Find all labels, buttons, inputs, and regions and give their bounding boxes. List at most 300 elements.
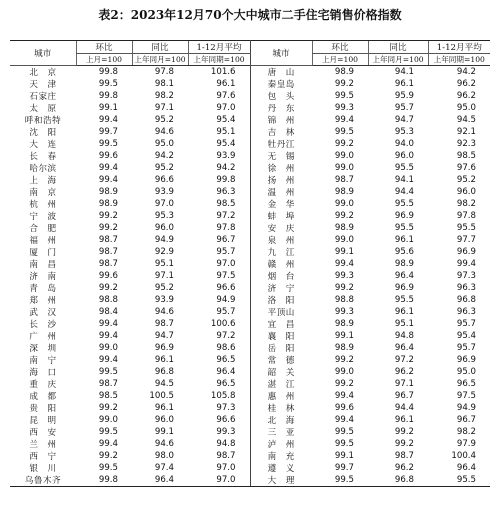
city-name-right: 牡丹江 <box>267 140 295 150</box>
yoy-value-right: 96.2 <box>394 463 414 473</box>
city-name-left: 济 南 <box>29 272 57 282</box>
mom-value-right: 99.1 <box>334 451 354 461</box>
header-ytd-right: 1-12月平均 <box>428 41 490 54</box>
ytd-value-left: 97.2 <box>188 330 250 342</box>
table-row <box>10 174 490 186</box>
yoy-value-left: 95.2 <box>154 283 174 293</box>
table-row <box>10 390 490 402</box>
ytd-value-right: 97.9 <box>456 439 476 449</box>
ytd-value-left: 96.6 <box>188 414 250 426</box>
ytd-value-right: 92.3 <box>456 139 476 149</box>
ytd-value-left: 105.8 <box>188 390 250 402</box>
ytd-value-left: 96.5 <box>188 354 250 366</box>
ytd-value-left: 99.8 <box>188 174 250 186</box>
mom-value-right: 98.9 <box>334 319 354 329</box>
city-name-right: 包 头 <box>267 92 295 102</box>
city-name-left: 青 岛 <box>29 284 57 294</box>
header-yoy-left: 同比 <box>132 41 188 54</box>
city-name-right: 南 充 <box>267 452 295 462</box>
city-name-left: 宁 波 <box>29 212 57 222</box>
city-name-right: 三 亚 <box>267 428 295 438</box>
yoy-value-right: 95.1 <box>394 319 414 329</box>
table-body <box>10 66 490 487</box>
ytd-value-left: 101.6 <box>188 66 250 79</box>
mom-value-right: 99.3 <box>334 307 354 317</box>
yoy-value-left: 98.7 <box>154 319 174 329</box>
mom-value-left: 99.4 <box>98 115 118 125</box>
mom-value-right: 99.2 <box>334 355 354 365</box>
table-row <box>10 246 490 258</box>
yoy-value-right: 96.2 <box>394 367 414 377</box>
city-name-left: 石家庄 <box>29 92 57 102</box>
ytd-value-right: 96.9 <box>456 247 476 257</box>
table-row <box>10 306 490 318</box>
city-name-left: 上 海 <box>29 176 57 186</box>
mom-value-left: 99.7 <box>98 127 118 137</box>
mom-value-left: 99.4 <box>98 319 118 329</box>
yoy-value-left: 94.5 <box>154 379 174 389</box>
ytd-value-left: 100.6 <box>188 318 250 330</box>
table-row <box>10 294 490 306</box>
table-row <box>10 126 490 138</box>
table-row <box>10 198 490 210</box>
yoy-value-left: 96.4 <box>132 474 188 487</box>
mom-value-left: 98.7 <box>98 379 118 389</box>
mom-value-left: 98.7 <box>98 247 118 257</box>
ytd-value-left: 97.0 <box>188 462 250 474</box>
mom-value-left: 99.2 <box>98 223 118 233</box>
city-name-left: 合 肥 <box>29 224 57 234</box>
table-row <box>10 330 490 342</box>
city-name-right: 徐 州 <box>267 164 295 174</box>
city-name-left: 海 口 <box>29 368 57 378</box>
city-name-right: 襄 阳 <box>267 332 295 342</box>
ytd-value-left: 95.7 <box>188 306 250 318</box>
city-name-right: 遵 义 <box>267 464 295 474</box>
mom-value-right: 99.5 <box>334 127 354 137</box>
mom-value-right: 99.0 <box>334 151 354 161</box>
yoy-value-right: 98.7 <box>394 451 414 461</box>
city-name-left: 长 沙 <box>29 320 57 330</box>
header-city-right: 城市 <box>250 41 312 66</box>
city-name-right: 吉 林 <box>267 128 295 138</box>
city-name-left: 广 州 <box>29 332 57 342</box>
header-ytd-left: 1-12月平均 <box>188 41 250 54</box>
yoy-value-left: 95.2 <box>154 115 174 125</box>
mom-value-left: 99.5 <box>98 367 118 377</box>
yoy-value-right: 96.1 <box>394 415 414 425</box>
mom-value-left: 98.9 <box>98 187 118 197</box>
table-title: 表2：2023年12月70个大中城市二手住宅销售价格指数 <box>98 8 402 22</box>
city-name-right: 无 锡 <box>267 152 295 162</box>
city-name-left: 南 京 <box>29 188 57 198</box>
city-name-right: 大 理 <box>250 474 312 487</box>
yoy-value-left: 98.2 <box>154 91 174 101</box>
city-name-left: 昆 明 <box>29 416 57 426</box>
ytd-value-left: 95.1 <box>188 126 250 138</box>
ytd-value-right: 100.4 <box>451 451 476 461</box>
table-row <box>10 150 490 162</box>
city-name-right: 韶 关 <box>267 368 295 378</box>
mom-value-right: 99.3 <box>334 103 354 113</box>
mom-value-right: 99.1 <box>334 331 354 341</box>
mom-value-left: 98.5 <box>98 391 118 401</box>
ytd-value-right: 98.2 <box>456 427 476 437</box>
table-row <box>10 402 490 414</box>
yoy-value-left: 96.6 <box>154 175 174 185</box>
ytd-value-left: 94.8 <box>188 438 250 450</box>
mom-value-left: 98.8 <box>98 295 118 305</box>
mom-value-right: 98.9 <box>334 223 354 233</box>
ytd-value-right: 95.5 <box>456 223 476 233</box>
yoy-value-left: 93.9 <box>154 187 174 197</box>
yoy-value-right: 94.0 <box>394 139 414 149</box>
yoy-value-right: 96.7 <box>394 391 414 401</box>
ytd-value-right: 97.5 <box>456 391 476 401</box>
city-name-left: 深 圳 <box>29 344 57 354</box>
ytd-value-left: 96.7 <box>188 234 250 246</box>
ytd-value-right: 95.2 <box>456 175 476 185</box>
yoy-value-left: 97.8 <box>154 67 174 77</box>
mom-value-right: 99.1 <box>334 247 354 257</box>
ytd-value-left: 98.5 <box>188 198 250 210</box>
city-name-right: 洛 阳 <box>267 296 295 306</box>
yoy-value-right: 98.9 <box>394 259 414 269</box>
mom-value-left: 99.4 <box>98 439 118 449</box>
ytd-value-right: 95.4 <box>456 331 476 341</box>
yoy-value-left: 99.1 <box>154 427 174 437</box>
mom-value-right: 99.2 <box>334 379 354 389</box>
city-name-left: 西 宁 <box>29 452 57 462</box>
city-name-left: 福 州 <box>29 236 57 246</box>
yoy-value-left: 98.1 <box>154 79 174 89</box>
city-name-left: 银 川 <box>29 464 57 474</box>
yoy-value-left: 95.3 <box>154 211 174 221</box>
yoy-value-right: 95.5 <box>394 199 414 209</box>
header-mom-right: 环比 <box>312 41 368 54</box>
ytd-value-right: 96.2 <box>456 79 476 89</box>
mom-value-right: 98.7 <box>334 175 354 185</box>
mom-value-right: 99.4 <box>334 259 354 269</box>
ytd-value-left: 95.7 <box>188 246 250 258</box>
table-row <box>10 414 490 426</box>
yoy-value-right: 95.9 <box>394 91 414 101</box>
city-name-left: 贵 阳 <box>29 404 57 414</box>
yoy-value-right: 97.1 <box>394 379 414 389</box>
mom-value-right: 99.2 <box>334 211 354 221</box>
mom-value-right: 99.7 <box>334 463 354 473</box>
ytd-value-right: 95.0 <box>456 367 476 377</box>
city-name-left: 郑 州 <box>29 296 57 306</box>
yoy-value-right: 96.0 <box>394 151 414 161</box>
header-city-left: 城市 <box>10 41 76 66</box>
ytd-value-left: 95.4 <box>188 138 250 150</box>
mom-value-left: 99.2 <box>98 283 118 293</box>
ytd-value-left: 97.5 <box>188 270 250 282</box>
table-row <box>10 342 490 354</box>
city-name-right: 烟 台 <box>267 272 295 282</box>
ytd-value-left: 97.0 <box>188 474 250 487</box>
mom-value-right: 99.0 <box>334 235 354 245</box>
table-row <box>10 66 490 79</box>
table-row <box>10 474 490 487</box>
city-name-right: 秦皇岛 <box>267 80 295 90</box>
table-row <box>10 210 490 222</box>
header-mom-base-left: 上月=100 <box>76 54 132 66</box>
city-name-right: 桂 林 <box>267 404 295 414</box>
yoy-value-right: 96.1 <box>394 235 414 245</box>
yoy-value-left: 96.1 <box>154 355 174 365</box>
price-index-table <box>10 40 490 487</box>
ytd-value-left: 98.7 <box>188 450 250 462</box>
yoy-value-right: 95.6 <box>394 247 414 257</box>
ytd-value-right: 98.5 <box>456 151 476 161</box>
yoy-value-left: 96.0 <box>154 223 174 233</box>
yoy-value-left: 94.2 <box>154 151 174 161</box>
yoy-value-right: 97.2 <box>394 355 414 365</box>
ytd-value-left: 94.2 <box>188 162 250 174</box>
header-ytd-base-left: 上年同期=100 <box>188 54 250 66</box>
city-name-right: 宜 昌 <box>267 320 295 330</box>
ytd-value-right: 97.8 <box>456 211 476 221</box>
mom-value-right: 99.2 <box>334 79 354 89</box>
table-row <box>10 282 490 294</box>
yoy-value-right: 99.2 <box>394 427 414 437</box>
yoy-value-left: 96.0 <box>154 415 174 425</box>
yoy-value-left: 94.9 <box>154 235 174 245</box>
table-row <box>10 270 490 282</box>
city-name-right: 九 江 <box>267 248 295 258</box>
mom-value-left: 98.7 <box>98 235 118 245</box>
mom-value-left: 99.5 <box>98 427 118 437</box>
yoy-value-left: 94.6 <box>154 439 174 449</box>
city-name-left: 成 都 <box>29 392 57 402</box>
table-row <box>10 234 490 246</box>
table-row <box>10 318 490 330</box>
mom-value-left: 99.0 <box>98 343 118 353</box>
header-mom-base-right: 上月=100 <box>312 54 368 66</box>
city-name-left: 大 连 <box>29 140 57 150</box>
yoy-value-right: 96.4 <box>394 343 414 353</box>
yoy-value-left: 92.9 <box>154 247 174 257</box>
ytd-value-left: 97.2 <box>188 210 250 222</box>
yoy-value-right: 96.1 <box>394 307 414 317</box>
yoy-value-right: 95.7 <box>394 103 414 113</box>
mom-value-right: 99.3 <box>334 271 354 281</box>
table-row <box>10 426 490 438</box>
yoy-value-left: 97.0 <box>154 199 174 209</box>
ytd-value-left: 97.0 <box>188 102 250 114</box>
mom-value-right: 98.9 <box>334 343 354 353</box>
ytd-value-right: 96.7 <box>456 415 476 425</box>
mom-value-left: 99.6 <box>98 271 118 281</box>
table-row <box>10 258 490 270</box>
mom-value-right: 98.8 <box>334 295 354 305</box>
yoy-value-left: 100.5 <box>149 391 174 401</box>
mom-value-left: 99.4 <box>98 355 118 365</box>
ytd-value-right: 96.4 <box>456 463 476 473</box>
yoy-value-left: 93.9 <box>154 295 174 305</box>
table-row <box>10 222 490 234</box>
ytd-value-left: 94.9 <box>188 294 250 306</box>
ytd-value-right: 97.7 <box>456 235 476 245</box>
ytd-value-right: 97.3 <box>456 271 476 281</box>
table-row <box>10 354 490 366</box>
table-row <box>10 90 490 102</box>
ytd-value-right: 94.9 <box>456 403 476 413</box>
ytd-value-right: 95.5 <box>428 474 490 487</box>
yoy-value-right: 94.4 <box>394 403 414 413</box>
ytd-value-right: 92.1 <box>456 127 476 137</box>
yoy-value-left: 97.4 <box>154 463 174 473</box>
ytd-value-right: 96.5 <box>456 379 476 389</box>
city-name-left: 沈 阳 <box>29 128 57 138</box>
city-name-right: 常 德 <box>267 356 295 366</box>
mom-value-left: 99.1 <box>98 103 118 113</box>
mom-value-left: 99.8 <box>98 67 118 77</box>
ytd-value-right: 97.6 <box>456 163 476 173</box>
table-row <box>10 78 490 90</box>
ytd-value-right: 94.2 <box>456 67 476 77</box>
city-name-left: 哈尔滨 <box>29 164 57 174</box>
city-name-right: 扬 州 <box>267 176 295 186</box>
city-name-right: 安 庆 <box>267 224 295 234</box>
table-row <box>10 138 490 150</box>
ytd-value-right: 99.4 <box>456 259 476 269</box>
mom-value-left: 99.6 <box>98 151 118 161</box>
city-name-right: 岳 阳 <box>267 344 295 354</box>
city-name-right: 温 州 <box>267 188 295 198</box>
city-name-left: 北 京 <box>29 68 57 78</box>
table-row <box>10 450 490 462</box>
city-name-left: 长 春 <box>29 152 57 162</box>
ytd-value-right: 96.2 <box>456 91 476 101</box>
yoy-value-right: 96.1 <box>394 79 414 89</box>
ytd-value-left: 96.6 <box>188 282 250 294</box>
city-name-left: 南 昌 <box>29 260 57 270</box>
mom-value-left: 99.5 <box>98 463 118 473</box>
ytd-value-right: 95.7 <box>456 343 476 353</box>
mom-value-right: 98.9 <box>334 187 354 197</box>
mom-value-right: 99.5 <box>334 439 354 449</box>
mom-value-right: 99.4 <box>334 115 354 125</box>
mom-value-right: 99.4 <box>334 415 354 425</box>
header-yoy-right: 同比 <box>368 41 428 54</box>
table-row <box>10 114 490 126</box>
yoy-value-left: 98.0 <box>154 451 174 461</box>
city-name-right: 平顶山 <box>267 308 295 318</box>
ytd-value-left: 97.6 <box>188 90 250 102</box>
mom-value-left: 99.5 <box>98 79 118 89</box>
city-name-right: 金 华 <box>267 200 295 210</box>
city-name-right: 赣 州 <box>267 260 295 270</box>
ytd-value-right: 95.0 <box>456 103 476 113</box>
ytd-value-left: 97.8 <box>188 222 250 234</box>
table-row <box>10 102 490 114</box>
ytd-value-right: 96.3 <box>456 307 476 317</box>
ytd-value-right: 96.3 <box>456 283 476 293</box>
ytd-value-left: 96.3 <box>188 186 250 198</box>
yoy-value-left: 97.1 <box>154 103 174 113</box>
yoy-value-left: 96.9 <box>154 343 174 353</box>
ytd-value-right: 95.7 <box>456 319 476 329</box>
mom-value-left: 99.2 <box>98 211 118 221</box>
mom-value-right: 98.9 <box>334 67 354 77</box>
mom-value-left: 98.4 <box>98 307 118 317</box>
table-row <box>10 186 490 198</box>
mom-value-right: 99.4 <box>334 391 354 401</box>
table-row <box>10 438 490 450</box>
ytd-value-right: 98.2 <box>456 199 476 209</box>
yoy-value-left: 95.1 <box>154 259 174 269</box>
city-name-right: 泉 州 <box>267 236 295 246</box>
ytd-value-right: 96.8 <box>456 295 476 305</box>
yoy-value-right: 96.8 <box>368 474 428 487</box>
yoy-value-left: 95.0 <box>154 139 174 149</box>
city-name-right: 锦 州 <box>267 116 295 126</box>
yoy-value-right: 96.4 <box>394 271 414 281</box>
yoy-value-right: 94.4 <box>394 187 414 197</box>
yoy-value-right: 94.8 <box>394 331 414 341</box>
city-name-right: 丹 东 <box>267 104 295 114</box>
ytd-value-right: 96.0 <box>456 187 476 197</box>
mom-value-left: 99.5 <box>98 139 118 149</box>
city-name-left: 兰 州 <box>29 440 57 450</box>
mom-value-left: 99.8 <box>98 91 118 101</box>
mom-value-left: 99.4 <box>98 175 118 185</box>
table-row <box>10 162 490 174</box>
city-name-left: 呼和浩特 <box>24 116 62 126</box>
mom-value-right: 99.2 <box>334 283 354 293</box>
mom-value-left: 99.4 <box>98 163 118 173</box>
yoy-value-left: 94.7 <box>154 331 174 341</box>
mom-value-left: 99.0 <box>98 415 118 425</box>
table-row <box>10 462 490 474</box>
yoy-value-right: 99.2 <box>394 439 414 449</box>
city-name-left: 厦 门 <box>29 248 57 258</box>
mom-value-right: 99.6 <box>334 403 354 413</box>
mom-value-left: 99.2 <box>98 451 118 461</box>
city-name-right: 蚌 埠 <box>267 212 295 222</box>
city-name-right: 济 宁 <box>267 284 295 294</box>
mom-value-right: 99.5 <box>334 91 354 101</box>
city-name-right: 唐 山 <box>267 68 295 78</box>
yoy-value-right: 94.1 <box>394 175 414 185</box>
city-name-right: 泸 州 <box>267 440 295 450</box>
yoy-value-left: 96.8 <box>154 367 174 377</box>
table-row <box>10 366 490 378</box>
header-yoy-base-left: 上年同月=100 <box>132 54 188 66</box>
header-ytd-base-right: 上年同期=100 <box>428 54 490 66</box>
yoy-value-left: 96.1 <box>154 403 174 413</box>
city-name-left: 武 汉 <box>29 308 57 318</box>
mom-value-right: 99.2 <box>334 139 354 149</box>
ytd-value-left: 96.5 <box>188 378 250 390</box>
yoy-value-left: 97.1 <box>154 271 174 281</box>
yoy-value-right: 95.5 <box>394 223 414 233</box>
city-name-left: 太 原 <box>29 104 57 114</box>
mom-value-left: 99.2 <box>98 403 118 413</box>
mom-value-left: 98.7 <box>98 259 118 269</box>
yoy-value-right: 95.3 <box>394 127 414 137</box>
city-name-left: 杭 州 <box>29 200 57 210</box>
city-name-left: 天 津 <box>29 80 57 90</box>
ytd-value-left: 95.4 <box>188 114 250 126</box>
table-row <box>10 378 490 390</box>
yoy-value-left: 94.6 <box>154 307 174 317</box>
yoy-value-left: 95.2 <box>154 163 174 173</box>
ytd-value-left: 97.3 <box>188 402 250 414</box>
